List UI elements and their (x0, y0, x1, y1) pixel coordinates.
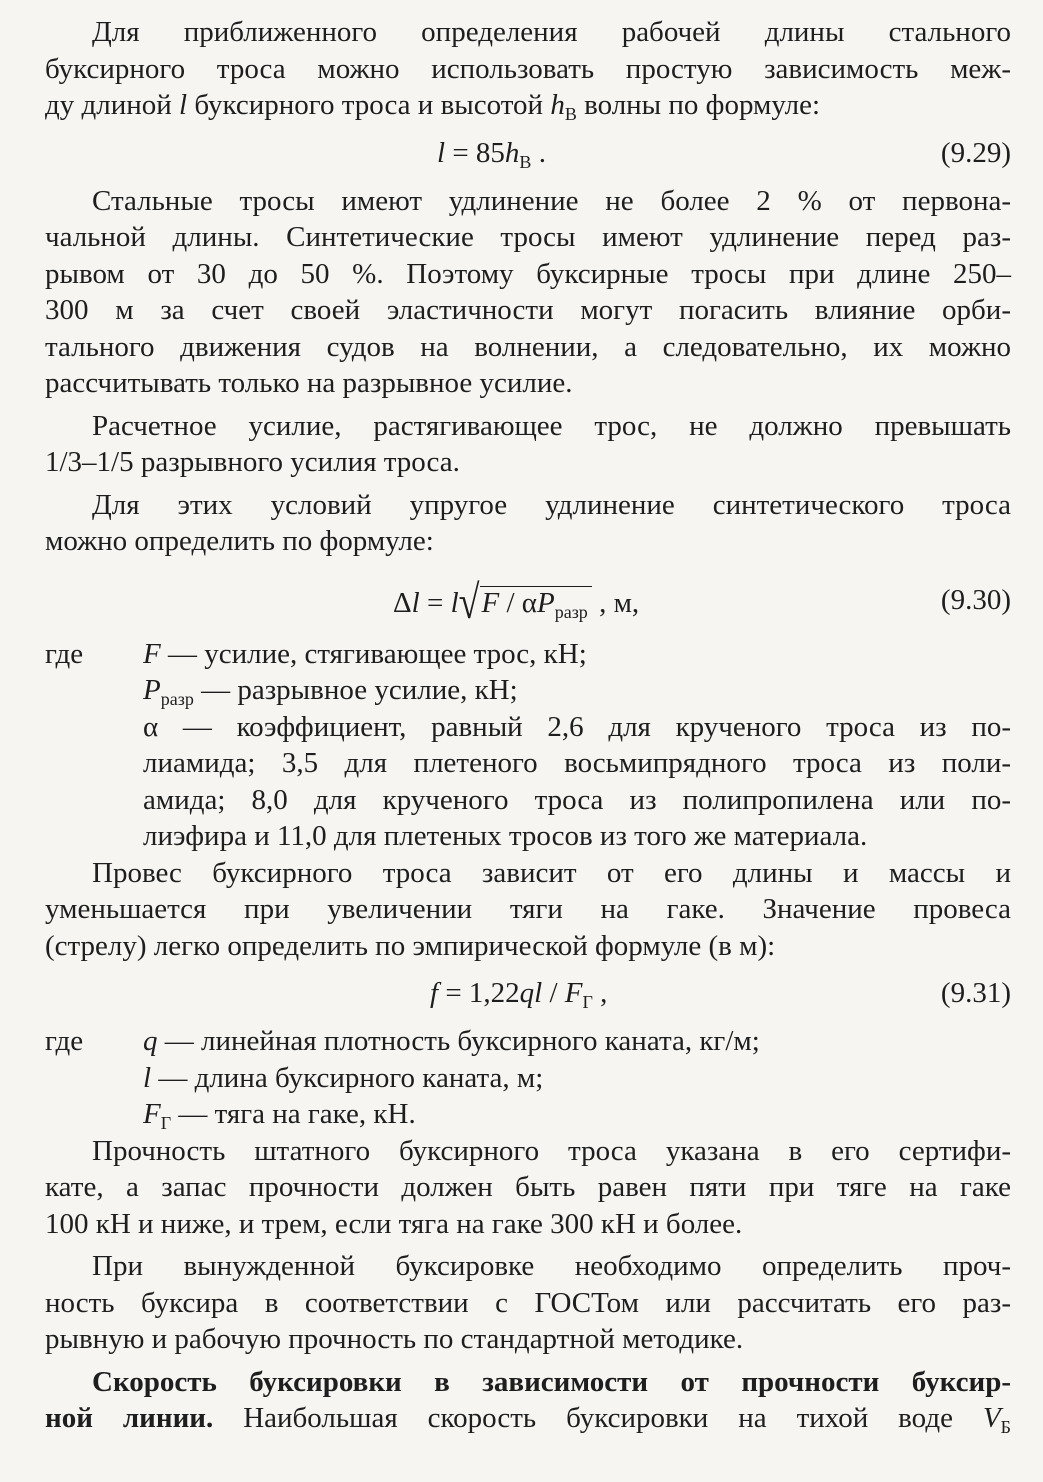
equation-expression (393, 576, 640, 629)
text-line: лиамида; 3,5 для плетеного восьмипрядного троса из поли- (143, 747, 1011, 779)
text-line: лиэфира и 11,0 для плетеных тросов из того же материала. (143, 820, 868, 852)
text-line: рассчитывать только на разрывное усилие. (45, 367, 573, 399)
text-line: буксирного троса можно использовать простую зависимость меж- (45, 52, 1011, 85)
slash-alpha: / α (499, 586, 537, 619)
text-line: При вынужденной буксировке необходимо определить проч- (92, 1250, 1011, 1282)
book-page (45, 14, 1011, 1437)
text-line: Расчетное усилие, растягивающее трос, не должно превышать (92, 409, 1011, 442)
text-span: Наибольшая скорость буксировки на тихой воде (213, 1402, 983, 1434)
text-line (45, 87, 1011, 124)
paragraph-8 (45, 1364, 1011, 1437)
text-line: ность буксира в соответствии с ГОСТом или рассчитать его раз- (45, 1286, 1011, 1319)
definition-text: — тяга на гаке, кН. (171, 1098, 416, 1130)
text-line: Прочность штатного буксирного троса указана в его сертифи- (92, 1134, 1011, 1167)
definition-q (143, 1023, 1011, 1060)
equation-tail: , (592, 977, 608, 1009)
equation-expression (430, 975, 607, 1012)
var-p: P (536, 586, 555, 619)
text-line: 100 кН и ниже, и трем, если тяга на гаке 300 кН и более. (45, 1207, 743, 1240)
equation-tail: , м, (591, 586, 640, 619)
text-line (45, 1400, 1011, 1437)
equals-sign: = (419, 586, 451, 619)
equation-number: (9.29) (940, 136, 1011, 169)
equation-tail: . (531, 136, 546, 169)
definition-text: — линейная плотность буксирного каната, кг/м; (157, 1025, 760, 1057)
equation-expression (437, 135, 546, 172)
text-span: волны по формуле: (576, 89, 821, 121)
definition-text: — усилие, стягивающее трос, кН; (160, 637, 587, 670)
var-F: F (143, 1098, 161, 1130)
equation-9-31 (45, 969, 1011, 1015)
definition-text: — длина буксирного каната, м; (151, 1061, 544, 1094)
section-heading: Скорость буксировки в зависимости от прочности буксир- (92, 1365, 1011, 1398)
var-f: F (481, 586, 500, 619)
var-ql: ql (519, 977, 543, 1009)
text-line: Для приближенного определения рабочей длины стального (92, 16, 1011, 48)
var-F: F (564, 977, 583, 1009)
text-line: кате, а запас прочности должен быть равен пяти при тяге на гаке (45, 1171, 1011, 1203)
where-label: где (45, 637, 84, 670)
text-line: (стрелу) легко определить по эмпирической формуле (в м): (45, 929, 776, 962)
var-p: P (143, 674, 161, 706)
paragraph-1 (45, 14, 1011, 124)
subscript: разр (554, 601, 588, 622)
var-l: l (411, 586, 420, 619)
section-heading-end: ной линии. (45, 1402, 214, 1434)
text-line: амида; 8,0 для крученого троса из полипропилена или по- (143, 783, 1011, 816)
text-line: 300 м за счет своей эластичности могут погасить влияние орби- (45, 294, 1011, 326)
equals-coefficient: = 1,22 (438, 977, 520, 1009)
text-span: ду длиной (45, 89, 180, 121)
text-span: буксирного троса и высотой (187, 89, 551, 121)
paragraph-7 (45, 1248, 1011, 1358)
equation-number: (9.30) (940, 583, 1011, 616)
definitions-9-31 (45, 1023, 1011, 1133)
var-f: F (143, 637, 161, 670)
text-line: рывную и рабочую прочность по стандартной методике. (45, 1323, 744, 1355)
definition-fg (143, 1096, 1011, 1133)
paragraph-2 (45, 183, 1011, 402)
var-h: h (504, 136, 520, 169)
var-l: l (437, 136, 446, 169)
paragraph-6 (45, 1133, 1011, 1243)
subscript: разр (160, 689, 194, 709)
paragraph-5 (45, 855, 1011, 965)
text-line: тального движения судов на волнении, а следовательно, их можно (45, 330, 1011, 363)
var-f: f (430, 977, 439, 1009)
paragraph-4 (45, 487, 1011, 560)
equation-9-30 (45, 570, 1011, 628)
delta-symbol: Δ (393, 586, 412, 619)
definitions-body (143, 636, 1011, 855)
radicand (480, 586, 592, 622)
definition-text: — разрывное усилие, кН; (193, 674, 518, 706)
subscript: Г (160, 1113, 172, 1133)
slash: / (542, 977, 565, 1009)
text-line: уменьшается при увеличении тяги на гаке. Значение провеса (45, 893, 1011, 925)
definition-alpha: α — коэффициент, равный 2,6 для крученого троса из по- (143, 710, 1011, 743)
var-l: l (143, 1061, 152, 1094)
definitions-body (143, 1023, 1011, 1133)
definition-l (143, 1060, 1011, 1097)
equation-number: (9.31) (940, 977, 1011, 1009)
var-l: l (450, 586, 459, 619)
var-q: q (143, 1025, 158, 1057)
definition-f (143, 636, 1011, 673)
text-line: Провес буксирного троса зависит от его длины и массы и (92, 856, 1011, 889)
var-l: l (179, 89, 188, 121)
text-line: Стальные тросы имеют удлинение не более 2 % от первона- (92, 184, 1011, 217)
subscript: В (564, 104, 577, 124)
var-v: V (982, 1402, 1001, 1434)
text-line: 1/3–1/5 разрывного усилия троса. (45, 446, 460, 478)
paragraph-3 (45, 408, 1011, 481)
var-h: h (550, 89, 565, 121)
text-line: можно определить по формуле: (45, 525, 434, 557)
subscript: Б (1000, 1417, 1012, 1437)
text-line: Для этих условий упругое удлинение синтетического троса (92, 488, 1011, 521)
text-line: рывом от 30 до 50 %. Поэтому буксирные тросы при длине 250– (45, 257, 1011, 290)
definitions-9-30 (45, 636, 1011, 855)
subscript: В (519, 151, 532, 172)
equals-85: = 85 (445, 136, 505, 169)
text-line: чальной длины. Синтетические тросы имеют удлинение перед раз- (45, 221, 1011, 253)
equation-9-29 (45, 129, 1011, 175)
where-label: где (45, 1025, 84, 1057)
definition-p (143, 672, 1011, 709)
radical-icon: √ (458, 576, 480, 629)
subscript: Г (582, 992, 593, 1012)
